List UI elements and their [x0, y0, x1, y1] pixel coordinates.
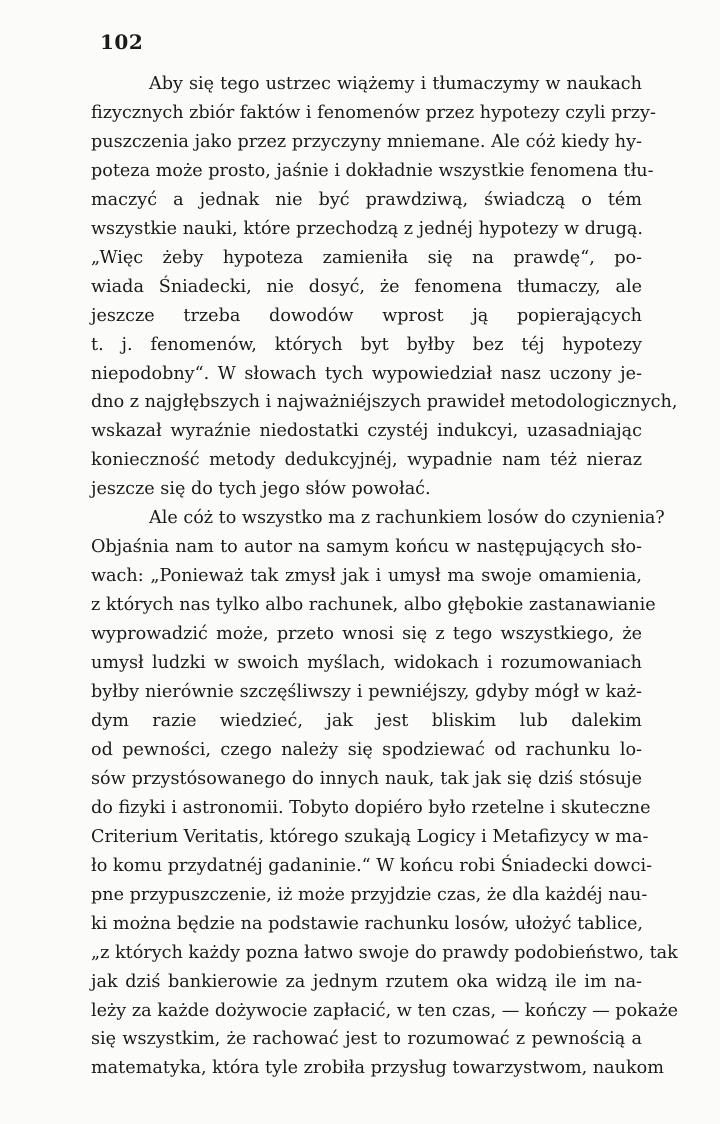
- text-line: wszystkie nauki, które przechodzą z jednéj hypotezy w drugą.: [91, 218, 643, 239]
- text-line: „z których każdy pozna łatwo swoje do prawdy podobieństwo, tak: [91, 942, 678, 963]
- text-line: jeszcze się do tych jego słów powołać.: [91, 479, 431, 500]
- text-line: dym razie wiedzieć, jak jest bliskim lub dalekim: [91, 710, 642, 731]
- text-line: byłby nierównie szczęśliwszy i pewniéjszy, gdyby mógł w każ-: [91, 682, 642, 703]
- text-line: niepodobny“. W słowach tych wypowiedział nasz uczony je-: [91, 363, 642, 384]
- body-text: [91, 70, 678, 1083]
- text-line: Aby się tego ustrzec wiążemy i tłumaczymy w naukach: [149, 74, 642, 94]
- text-line: jeszcze trzeba dowodów wprost ją popierających: [91, 305, 642, 326]
- text-line: poteza może prosto, jaśnie i dokładnie wszystkie fenomena tłu-: [91, 160, 654, 181]
- text-line: od pewności, czego należy się spodziewać od rachunku lo-: [91, 739, 642, 760]
- text-line: wskazał wyraźnie niedostatki czystéj indukcyi, uzasadniając: [91, 421, 642, 442]
- text-line: ki można będzie na podstawie rachunku losów, ułożyć tablice,: [91, 913, 644, 934]
- text-line: matematyka, która tyle zrobiła przysług towarzystwom, naukom: [91, 1058, 664, 1079]
- text-line: fizycznych zbiór faktów i fenomenów przez hypotezy czyli przy-: [91, 102, 656, 123]
- text-line: z których nas tylko albo rachunek, albo głębokie zastanawianie: [91, 595, 656, 616]
- text-line: maczyć a jednak nie być prawdziwą, świadczą o tém: [91, 189, 642, 210]
- text-line: wach: „Ponieważ tak zmysł jak i umysł ma swoje omamienia,: [91, 566, 642, 587]
- text-line: leży za każde dożywocie zapłacić, w ten czas, — kończy — pokaże: [91, 1000, 678, 1021]
- text-line: pne przypuszczenie, iż może przyjdzie czas, że dla każdéj nau-: [91, 884, 648, 905]
- text-line: Ale cóż to wszystko ma z rachunkiem losów do czynienia?: [149, 508, 665, 529]
- text-line: „Więc żeby hypoteza zamieniła się na prawdę“, po-: [91, 247, 642, 268]
- text-line: się wszystkim, że rachować jest to rozumować z pewnością a: [91, 1029, 642, 1050]
- text-line: jak dziś bankierowie za jednym rzutem oka widzą ile im na-: [91, 971, 642, 992]
- text-line: wiada Śniadecki, nie dosyć, że fenomena tłumaczy, ale: [91, 276, 642, 297]
- text-line: wyprowadzić może, przeto wnosi się z tego wszystkiego, że: [91, 624, 642, 645]
- text-line: puszczenia jako przez przyczyny mniemane. Ale cóż kiedy hy-: [91, 131, 642, 152]
- text-line: sów przystósowanego do innych nauk, tak jak się dziś stósuje: [91, 768, 642, 789]
- text-line: umysł ludzki w swoich myślach, widokach i rozumowaniach: [91, 653, 642, 674]
- text-line: konieczność metody dedukcyjnéj, wypadnie nam téż nieraz: [91, 450, 642, 471]
- text-line: Criterium Veritatis, którego szukają Logicy i Metafizycy w ma-: [91, 826, 649, 847]
- text-line: Objaśnia nam to autor na samym końcu w następujących sło-: [91, 537, 642, 558]
- text-line: ło komu przydatnéj gadaninie.“ W końcu robi Śniadecki dowci-: [91, 855, 653, 876]
- text-line: t. j. fenomenów, których byt byłby bez téj hypotezy: [91, 334, 642, 355]
- text-line: dno z najgłębszych i najważniéjszych prawideł metodologicznych,: [91, 392, 678, 413]
- text-line: do fizyki i astronomii. Tobyto dopiéro było rzetelne i skuteczne: [91, 797, 651, 818]
- page-number: 102: [100, 30, 144, 54]
